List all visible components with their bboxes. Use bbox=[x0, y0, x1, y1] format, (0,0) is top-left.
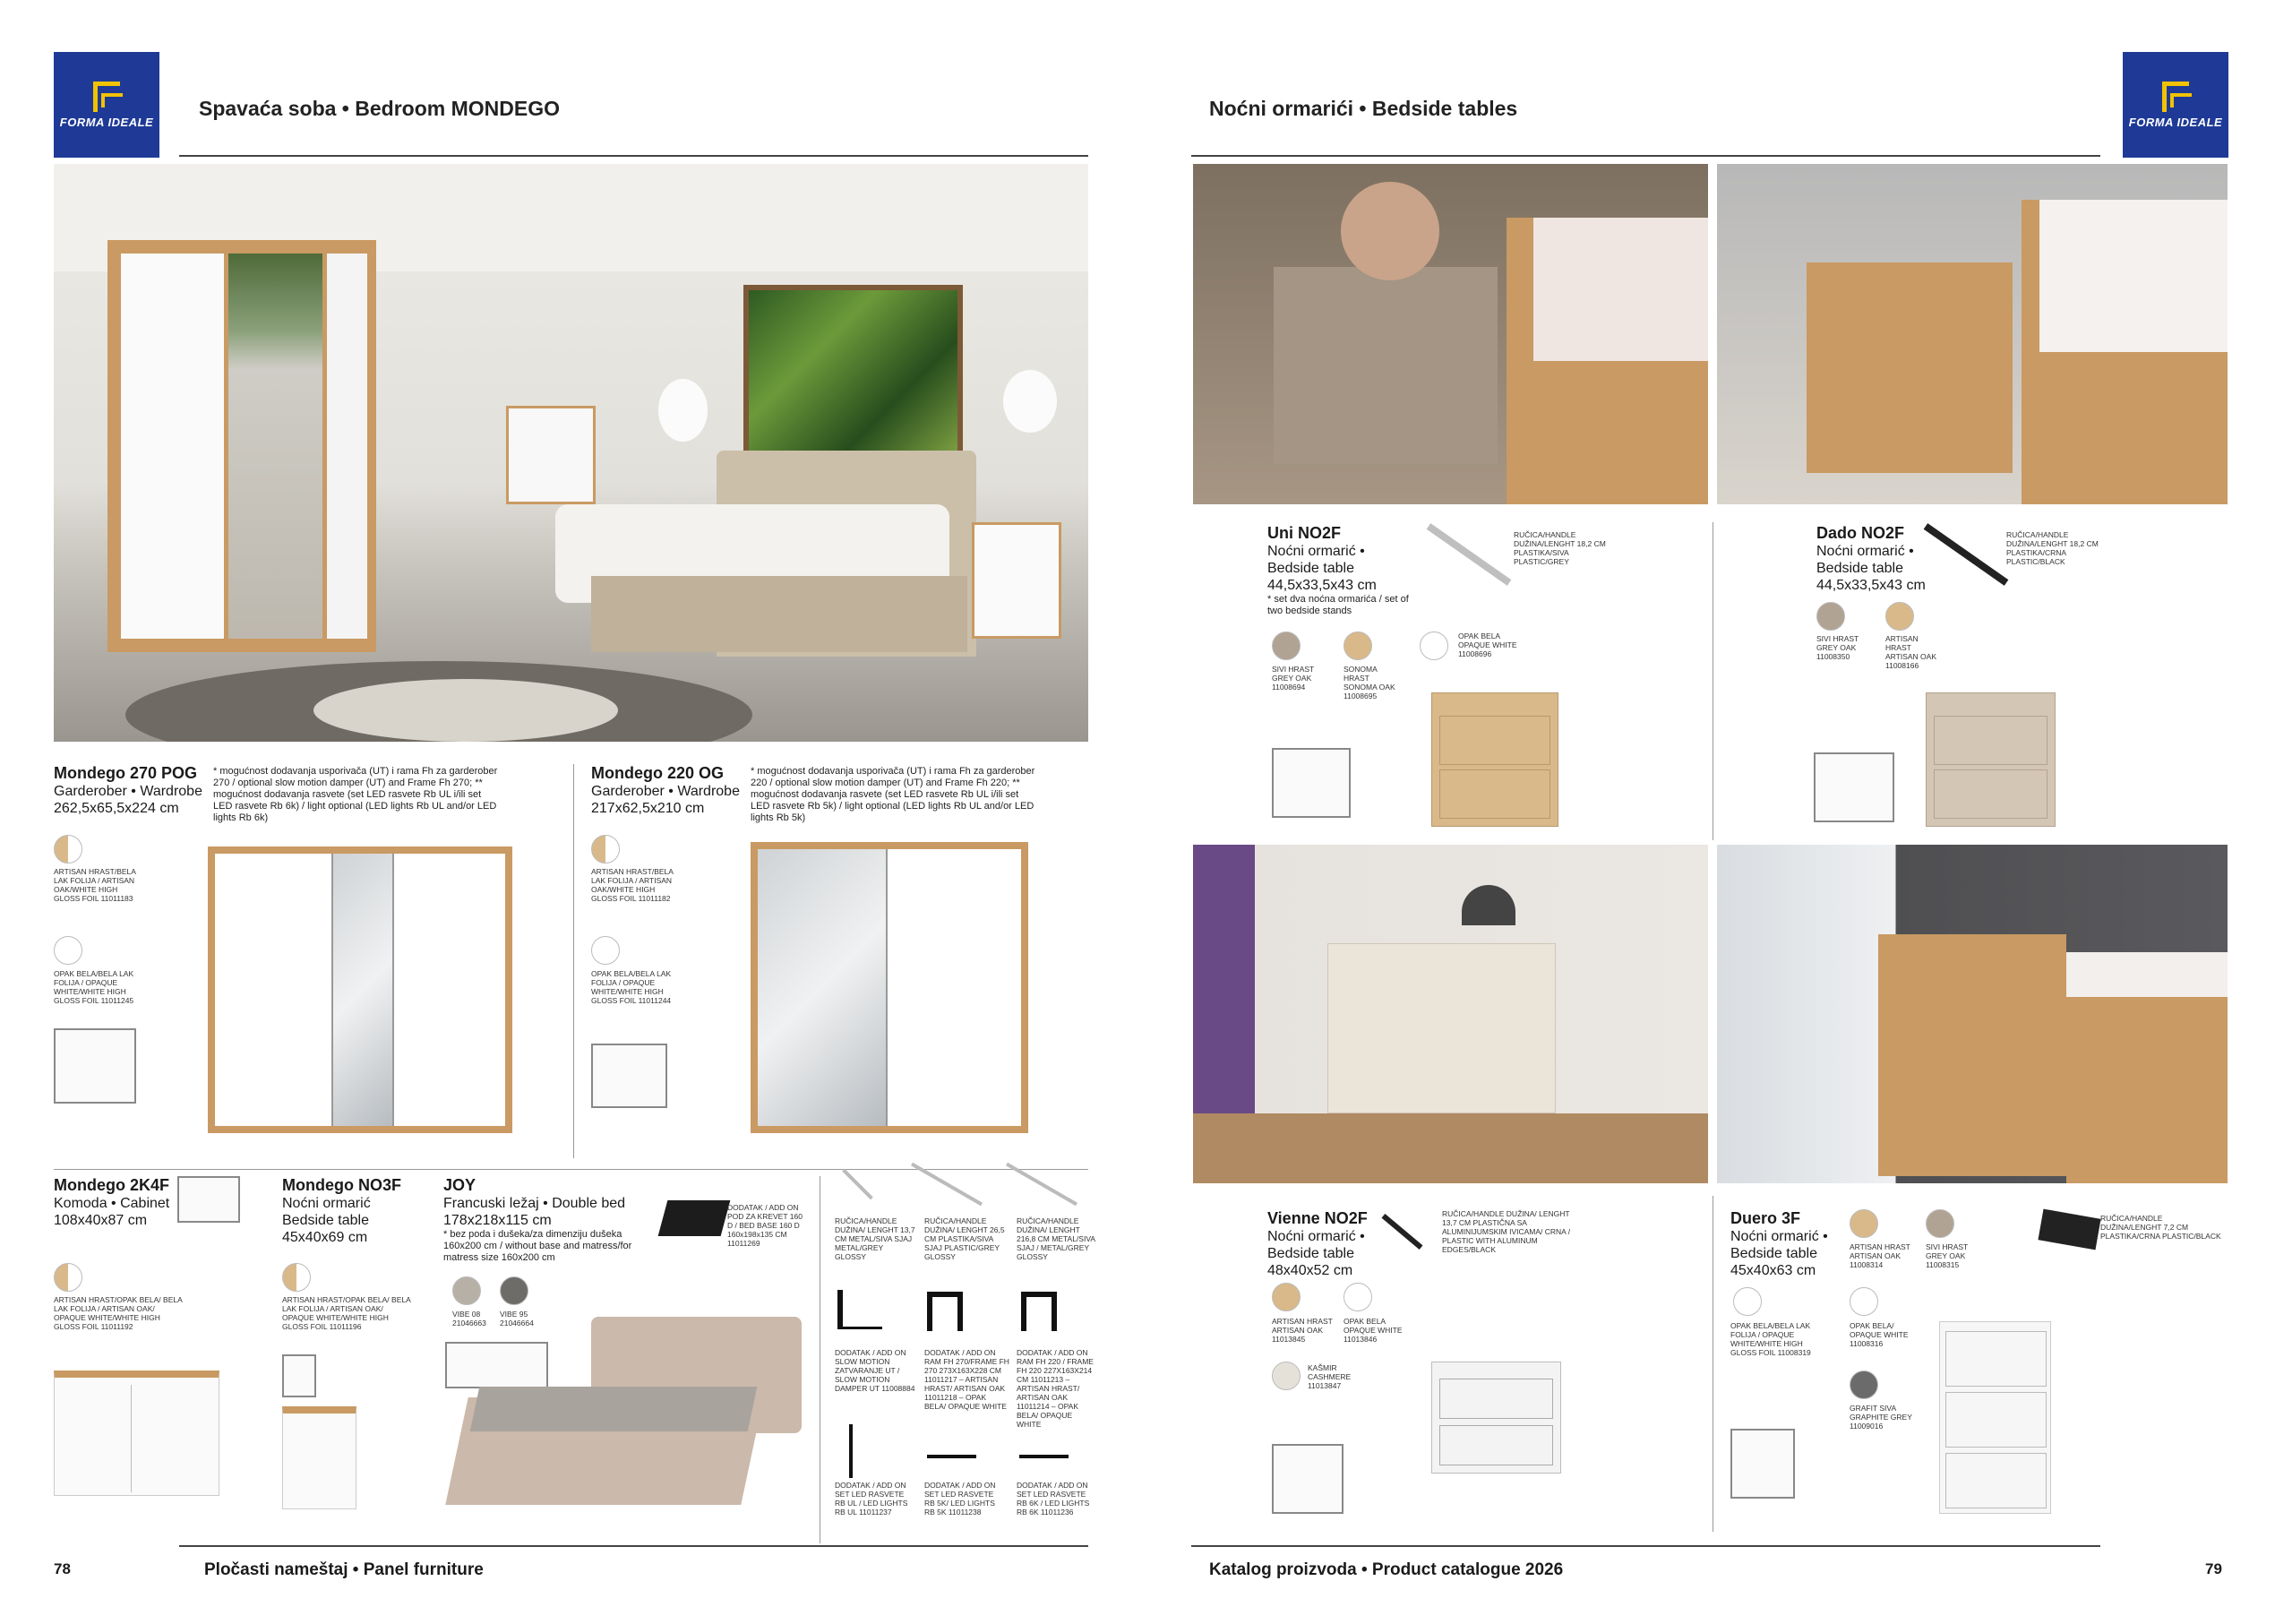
product-dims: 48x40x52 cm bbox=[1267, 1263, 1353, 1278]
brand-logo-left bbox=[54, 52, 159, 158]
swatch-artisan-oak bbox=[1885, 602, 1914, 631]
bedroom-photo bbox=[54, 164, 1088, 742]
addon-led-ul: DODATAK / ADD ON SET LED RASVETE RB UL / LED LIGHTS RB UL 11011237 bbox=[835, 1481, 908, 1517]
mondego-220-image bbox=[751, 842, 1028, 1133]
product-dims: 44,5x33,5x43 cm bbox=[1816, 578, 1926, 593]
handle-spec: RUČICA/HANDLE DUŽINA/ LENGHT 13,7 CM PLASTIČNA SA ALUMINIJUMSKIM IVICAMA/ CRNA / PLASTIC WITH ALUMINUM EDGES/BLACK bbox=[1442, 1209, 1571, 1254]
swatch-grey-oak bbox=[1272, 632, 1301, 660]
product-desc: Garderober • Wardrobe bbox=[54, 784, 202, 799]
product-name: Mondego NO3F bbox=[282, 1176, 401, 1194]
frame-icon bbox=[927, 1292, 963, 1331]
swatch-white bbox=[1344, 1283, 1372, 1311]
swatch-label: ARTISAN HRAST ARTISAN OAK 11013845 bbox=[1272, 1317, 1333, 1344]
swatch-label: ARTISAN HRAST/BELA LAK FOLIJA / ARTISAN OAK/WHITE HIGH GLOSS FOIL 11011182 bbox=[591, 867, 674, 903]
column-divider bbox=[573, 764, 574, 1158]
product-note: * set dva noćna ormarića / set of two bedside stands bbox=[1267, 594, 1409, 616]
product-name: Mondego 2K4F bbox=[54, 1176, 169, 1194]
swatch-oak-white bbox=[54, 835, 82, 864]
vienne-image bbox=[1431, 1362, 1561, 1474]
led-horizontal-icon bbox=[927, 1455, 976, 1458]
page-title-left: Spavaća soba • Bedroom MONDEGO bbox=[199, 97, 560, 120]
swatch-label: OPAK BELA OPAQUE WHITE 11008696 bbox=[1458, 632, 1517, 658]
header-rule-left bbox=[179, 155, 1088, 157]
product-desc: Komoda • Cabinet bbox=[54, 1196, 170, 1211]
product-desc-en: Bedside table bbox=[1730, 1246, 1817, 1261]
product-desc-en: Bedside table bbox=[1267, 561, 1354, 576]
addon-damper: DODATAK / ADD ON SLOW MOTION ZATVARANJE UT / SLOW MOTION DAMPER UT 11008884 bbox=[835, 1348, 915, 1393]
product-note: * bez poda i dušeka/za dimenziju dušeka 160x200 cm / without base and matress/for matress size 160x200 cm bbox=[443, 1229, 632, 1263]
handle-spec: RUČICA/HANDLE DUŽINA/LENGHT 7,2 CM PLASTIKA/CRNA PLASTIC/BLACK bbox=[2100, 1214, 2221, 1241]
product-name: Vienne NO2F bbox=[1267, 1209, 1368, 1227]
product-desc-en: Bedside table bbox=[282, 1213, 369, 1228]
swatch-label: ARTISAN HRAST/OPAK BELA/ BELA LAK FOLIJA / ARTISAN OAK/ OPAQUE WHITE/WHITE HIGH GLOSS FOIL 11011196 bbox=[282, 1295, 411, 1331]
product-dims: 217x62,5x210 cm bbox=[591, 801, 705, 816]
swatch-sonoma-oak bbox=[1344, 632, 1372, 660]
product-dims: 44,5x33,5x43 cm bbox=[1267, 578, 1377, 593]
product-dado-no2f bbox=[1816, 524, 1969, 594]
product-desc: Noćni ormarić bbox=[282, 1196, 371, 1211]
swatch-oak-white bbox=[591, 835, 620, 864]
product-dims: 178x218x115 cm bbox=[443, 1213, 552, 1228]
handle-image bbox=[1427, 523, 1512, 586]
swatch-label: GRAFIT SIVA GRAPHITE GREY 11009016 bbox=[1850, 1404, 1912, 1431]
handle-image bbox=[842, 1169, 873, 1200]
footer-left: Pločasti nameštaj • Panel furniture bbox=[204, 1560, 484, 1579]
product-joy bbox=[443, 1176, 658, 1229]
swatch-grey-oak bbox=[1816, 602, 1845, 631]
addon-handle-2: RUČICA/HANDLE DUŽINA/ LENGHT 26,5 CM PLASTIKA/SIVA SJAJ PLASTIC/GREY GLOSSY bbox=[924, 1216, 1005, 1261]
addon-frame-270: DODATAK / ADD ON RAM FH 270/FRAME FH 270 273X163X228 CM 11011217 – ARTISAN HRAST/ ARTISAN OAK 11011218 – OPAK BELA/ OPAQUE WHITE bbox=[924, 1348, 1009, 1411]
product-desc: Noćni ormarić • bbox=[1816, 544, 1914, 559]
handle-image bbox=[2038, 1209, 2100, 1250]
swatch-label: OPAK BELA/BELA LAK FOLIJA / OPAQUE WHITE/WHITE HIGH GLOSS FOIL 11011245 bbox=[54, 969, 134, 1005]
swatch-label: VIBE 08 21046663 bbox=[452, 1310, 486, 1328]
product-desc: Francuski ležaj • Double bed bbox=[443, 1196, 626, 1211]
wardrobe-interior-sketch bbox=[54, 1028, 136, 1104]
mondego-2k4f-image bbox=[54, 1371, 219, 1496]
nightstand-sketch bbox=[1272, 1444, 1344, 1514]
swatch-graphite bbox=[1850, 1371, 1878, 1399]
product-name: Mondego 270 POG bbox=[54, 764, 198, 782]
product-desc: Noćni ormarić • bbox=[1730, 1229, 1828, 1244]
swatch-white bbox=[1420, 632, 1448, 660]
swatch-vibe-08 bbox=[452, 1276, 481, 1305]
product-name: Uni NO2F bbox=[1267, 524, 1342, 542]
swatch-artisan-oak bbox=[1272, 1283, 1301, 1311]
swatch-label: ARTISAN HRAST/OPAK BELA/ BELA LAK FOLIJA / ARTISAN OAK/ OPAQUE WHITE/WHITE HIGH GLOSS FOIL 11011192 bbox=[54, 1295, 183, 1331]
swatch-white bbox=[1850, 1287, 1878, 1316]
product-dims: 45x40x63 cm bbox=[1730, 1263, 1816, 1278]
addon-led-5k: DODATAK / ADD ON SET LED RASVETE RB 5K/ LED LIGHTS RB 5K 11011238 bbox=[924, 1481, 996, 1517]
dado-image bbox=[1926, 692, 2056, 827]
product-name: Duero 3F bbox=[1730, 1209, 1801, 1227]
bed-base-image bbox=[658, 1200, 731, 1236]
product-name: Mondego 220 OG bbox=[591, 764, 725, 782]
swatch-label: SIVI HRAST GREY OAK 11008694 bbox=[1272, 665, 1315, 692]
swatch-label: SIVI HRAST GREY OAK 11008315 bbox=[1926, 1242, 1969, 1269]
brand-logo-right bbox=[2123, 52, 2228, 158]
logo-mark-icon bbox=[2162, 82, 2189, 112]
header-rule-right bbox=[1191, 155, 2100, 157]
mondego-no3f-image bbox=[282, 1406, 356, 1509]
footer-right: Katalog proizvoda • Product catalogue 2026 bbox=[1209, 1560, 1564, 1579]
swatch-label: OPAK BELA/BELA LAK FOLIJA / OPAQUE WHITE/WHITE HIGH GLOSS FOIL 11008319 bbox=[1730, 1321, 1811, 1357]
mondego-270-image bbox=[208, 846, 512, 1133]
page-title-right: Noćni ormarići • Bedside tables bbox=[1209, 97, 1518, 120]
duero-photo bbox=[1717, 845, 2228, 1183]
product-note: * mogućnost dodavanja usporivača (UT) i rama Fh za garderober 220 / optional slow motion damper (UT) and Frame Fh 220; ** mogućnost dodavanja rasvete (set LED rasvete Rb UL i/ili set LED rasvete Rb 5k) / light optional (LED lights Rb UL and/or LED lights Rb 5k) bbox=[751, 766, 1035, 823]
handle-spec: RUČICA/HANDLE DUŽINA/LENGHT 18,2 CM PLASTIKA/SIVA PLASTIC/GREY bbox=[1514, 530, 1606, 566]
product-desc: Garderober • Wardrobe bbox=[591, 784, 740, 799]
swatch-label: OPAK BELA/ OPAQUE WHITE 11008316 bbox=[1850, 1321, 1909, 1348]
logo-text: FORMA IDEALE bbox=[59, 115, 154, 129]
product-dims: 262,5x65,5x224 cm bbox=[54, 801, 179, 816]
addon-led-6k: DODATAK / ADD ON SET LED RASVETE RB 6K / LED LIGHTS RB 6K 11011236 bbox=[1017, 1481, 1090, 1517]
swatch-label: ARTISAN HRAST ARTISAN OAK 11008166 bbox=[1885, 634, 1936, 670]
swatch-label: ARTISAN HRAST ARTISAN OAK 11008314 bbox=[1850, 1242, 1910, 1269]
swatch-oak-white bbox=[282, 1263, 311, 1292]
swatch-grey-oak bbox=[1926, 1209, 1954, 1238]
product-dims: 108x40x87 cm bbox=[54, 1213, 148, 1228]
vienne-photo bbox=[1193, 845, 1708, 1183]
swatch-label: ARTISAN HRAST/BELA LAK FOLIJA / ARTISAN OAK/WHITE HIGH GLOSS FOIL 11011183 bbox=[54, 867, 136, 903]
swatch-vibe-95 bbox=[500, 1276, 528, 1305]
product-desc: Noćni ormarić • bbox=[1267, 544, 1365, 559]
swatch-white-white bbox=[54, 936, 82, 965]
led-vertical-icon bbox=[849, 1424, 853, 1478]
nightstand-sketch bbox=[1272, 748, 1351, 818]
frame-icon bbox=[1021, 1292, 1057, 1331]
swatch-cashmere bbox=[1272, 1362, 1301, 1390]
wardrobe-interior-sketch bbox=[591, 1044, 667, 1108]
product-mondego-no3f bbox=[282, 1176, 416, 1246]
product-dims: 45x40x69 cm bbox=[282, 1230, 368, 1245]
handle-spec: RUČICA/HANDLE DUŽINA/LENGHT 18,2 CM PLASTIKA/CRNA PLASTIC/BLACK bbox=[2006, 530, 2099, 566]
swatch-label: SONOMA HRAST SONOMA OAK 11008695 bbox=[1344, 665, 1395, 700]
uni-image bbox=[1431, 692, 1558, 827]
logo-text: FORMA IDEALE bbox=[2128, 115, 2223, 129]
product-desc-en: Bedside table bbox=[1267, 1246, 1354, 1261]
nightstand-sketch bbox=[1814, 752, 1894, 822]
product-name: Dado NO2F bbox=[1816, 524, 1905, 542]
swatch-label: OPAK BELA OPAQUE WHITE 11013846 bbox=[1344, 1317, 1403, 1344]
cabinet-sketch bbox=[177, 1176, 240, 1223]
swatch-oak-white bbox=[54, 1263, 82, 1292]
addon-handle-3: RUČICA/HANDLE DUŽINA/ LENGHT 216,8 CM METAL/SIVA SJAJ / METAL/GREY GLOSSY bbox=[1017, 1216, 1095, 1261]
page-number-right: 79 bbox=[2205, 1560, 2222, 1577]
dado-photo bbox=[1717, 164, 2228, 504]
slow-motion-icon bbox=[837, 1290, 882, 1329]
footer-rule-right bbox=[1191, 1545, 2100, 1547]
product-name: JOY bbox=[443, 1176, 476, 1194]
led-horizontal-icon bbox=[1019, 1455, 1069, 1458]
product-desc-en: Bedside table bbox=[1816, 561, 1903, 576]
page-number-left: 78 bbox=[54, 1560, 71, 1577]
nightstand-sketch bbox=[1730, 1429, 1795, 1499]
swatch-artisan-oak bbox=[1850, 1209, 1878, 1238]
swatch-label: VIBE 95 21046664 bbox=[500, 1310, 534, 1328]
joy-bed-image bbox=[457, 1317, 802, 1523]
addon-frame-220: DODATAK / ADD ON RAM FH 220 / FRAME FH 220 227X163X214 CM 11011213 – ARTISAN HRAST/ ARTISAN OAK 11011214 – OPAK BELA/ OPAQUE WHITE bbox=[1017, 1348, 1094, 1429]
addon-handle-1: RUČICA/HANDLE DUŽINA/ LENGHT 13,7 CM METAL/SIVA SJAJ METAL/GREY GLOSSY bbox=[835, 1216, 915, 1261]
product-mondego-2k4f bbox=[54, 1176, 197, 1229]
addon-bed-base: DODATAK / ADD ON POD ZA KREVET 160 D / BED BASE 160 D 160x198x135 CM 11011269 bbox=[727, 1203, 803, 1248]
swatch-label: KAŠMIR CASHMERE 11013847 bbox=[1308, 1363, 1352, 1390]
logo-mark-icon bbox=[93, 82, 120, 112]
duero-image bbox=[1939, 1321, 2051, 1514]
product-note: * mogućnost dodavanja usporivača (UT) i rama Fh za garderober 270 / optional slow motion damper (UT) and Frame Fh 270; ** mogućnost dodavanja rasvete (set LED rasvete Rb UL i/ili set LED rasvete Rb 6k) / light optional (LED lights Rb UL and/or LED lights Rb 6k) bbox=[213, 766, 498, 823]
section-rule bbox=[54, 1169, 1088, 1170]
swatch-label: SIVI HRAST GREY OAK 11008350 bbox=[1816, 634, 1859, 661]
uni-photo bbox=[1193, 164, 1708, 504]
nightstand-sketch bbox=[282, 1354, 316, 1397]
footer-rule-left bbox=[179, 1545, 1088, 1547]
product-desc: Noćni ormarić • bbox=[1267, 1229, 1365, 1244]
swatch-white-white bbox=[591, 936, 620, 965]
swatch-white-gloss bbox=[1733, 1287, 1762, 1316]
product-vienne-no2f bbox=[1267, 1209, 1420, 1279]
swatch-label: OPAK BELA/BELA LAK FOLIJA / OPAQUE WHITE/WHITE HIGH GLOSS FOIL 11011244 bbox=[591, 969, 672, 1005]
product-uni-no2f bbox=[1267, 524, 1420, 617]
